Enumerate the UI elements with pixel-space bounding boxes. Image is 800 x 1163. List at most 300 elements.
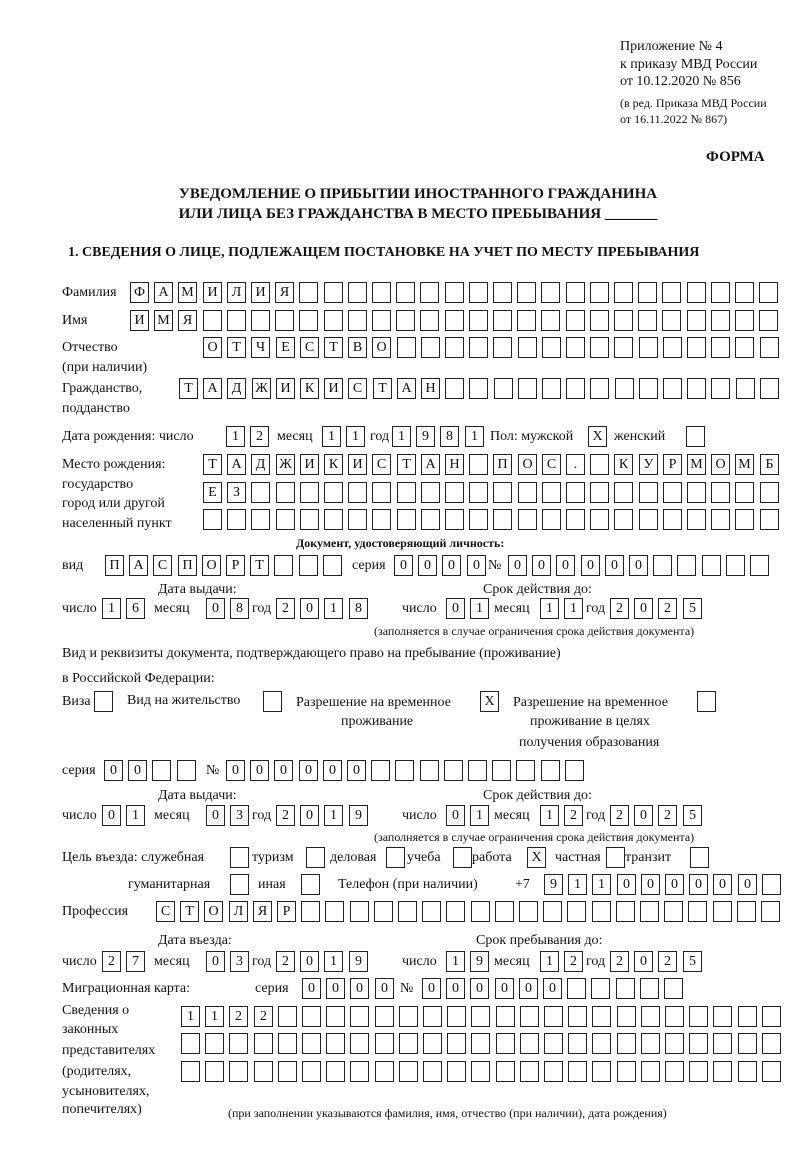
char-cell[interactable]: 9 xyxy=(470,951,489,972)
char-cell[interactable] xyxy=(251,509,270,530)
char-cell[interactable]: Р xyxy=(277,901,296,922)
char-cell[interactable] xyxy=(760,378,779,399)
char-cell[interactable] xyxy=(445,282,464,303)
char-cell[interactable] xyxy=(592,1006,611,1027)
char-cell[interactable]: 0 xyxy=(532,555,551,576)
char-cell[interactable] xyxy=(205,1061,224,1082)
char-cell[interactable]: 1 xyxy=(470,805,489,826)
char-cell[interactable] xyxy=(736,378,755,399)
char-cell[interactable] xyxy=(469,378,488,399)
char-cell[interactable]: 0 xyxy=(104,760,123,781)
checkbox[interactable] xyxy=(690,847,709,868)
char-cell[interactable] xyxy=(544,1006,563,1027)
char-cell[interactable]: 0 xyxy=(206,598,225,619)
char-cell[interactable] xyxy=(350,1061,369,1082)
char-cell[interactable]: 0 xyxy=(226,760,245,781)
char-cell[interactable]: Б xyxy=(760,454,779,475)
char-cell[interactable]: Т xyxy=(179,378,198,399)
char-cell[interactable] xyxy=(397,482,416,503)
char-cell[interactable] xyxy=(372,509,391,530)
char-cell[interactable] xyxy=(520,1033,539,1054)
char-cell[interactable] xyxy=(518,378,537,399)
char-cell[interactable]: Д xyxy=(227,378,246,399)
char-cell[interactable] xyxy=(641,1006,660,1027)
char-cell[interactable]: А xyxy=(129,555,148,576)
char-cell[interactable] xyxy=(229,1033,248,1054)
char-cell[interactable] xyxy=(396,310,415,331)
char-cell[interactable]: 3 xyxy=(230,805,249,826)
char-cell[interactable] xyxy=(375,1061,394,1082)
char-cell[interactable]: С xyxy=(542,454,561,475)
char-cell[interactable] xyxy=(493,337,512,358)
char-cell[interactable] xyxy=(542,378,561,399)
char-cell[interactable]: И xyxy=(251,282,270,303)
char-cell[interactable]: 0 xyxy=(446,805,465,826)
char-cell[interactable]: 0 xyxy=(605,555,624,576)
char-cell[interactable] xyxy=(639,482,658,503)
checkbox[interactable]: X xyxy=(480,691,499,712)
char-cell[interactable] xyxy=(762,1006,781,1027)
char-cell[interactable] xyxy=(566,337,585,358)
char-cell[interactable] xyxy=(759,282,778,303)
char-cell[interactable]: С xyxy=(153,555,172,576)
char-cell[interactable] xyxy=(641,1061,660,1082)
char-cell[interactable] xyxy=(323,555,342,576)
char-cell[interactable]: 1 xyxy=(465,426,484,447)
char-cell[interactable]: 9 xyxy=(349,951,368,972)
char-cell[interactable] xyxy=(398,901,417,922)
char-cell[interactable] xyxy=(445,310,464,331)
char-cell[interactable]: К xyxy=(614,454,633,475)
char-cell[interactable]: 9 xyxy=(349,805,368,826)
char-cell[interactable]: 1 xyxy=(446,951,465,972)
char-cell[interactable]: 0 xyxy=(323,760,342,781)
char-cell[interactable]: Я xyxy=(253,901,272,922)
char-cell[interactable] xyxy=(639,509,658,530)
char-cell[interactable]: 0 xyxy=(738,874,757,895)
char-cell[interactable] xyxy=(617,1033,636,1054)
char-cell[interactable]: 0 xyxy=(442,555,461,576)
char-cell[interactable] xyxy=(726,555,745,576)
char-cell[interactable] xyxy=(493,482,512,503)
char-cell[interactable] xyxy=(324,509,343,530)
char-cell[interactable] xyxy=(447,1033,466,1054)
char-cell[interactable]: Я xyxy=(178,310,197,331)
char-cell[interactable] xyxy=(735,310,754,331)
char-cell[interactable] xyxy=(399,1061,418,1082)
char-cell[interactable]: И xyxy=(324,378,343,399)
char-cell[interactable]: 1 xyxy=(568,874,587,895)
char-cell[interactable]: 5 xyxy=(683,598,702,619)
char-cell[interactable]: 0 xyxy=(446,978,465,999)
char-cell[interactable]: 2 xyxy=(276,805,295,826)
char-cell[interactable] xyxy=(713,1033,732,1054)
char-cell[interactable] xyxy=(420,282,439,303)
char-cell[interactable] xyxy=(493,282,512,303)
char-cell[interactable] xyxy=(326,1033,345,1054)
char-cell[interactable] xyxy=(617,1006,636,1027)
char-cell[interactable]: 0 xyxy=(519,978,538,999)
char-cell[interactable]: И xyxy=(130,310,149,331)
char-cell[interactable] xyxy=(566,310,585,331)
char-cell[interactable]: Р xyxy=(226,555,245,576)
char-cell[interactable]: М xyxy=(735,454,754,475)
char-cell[interactable] xyxy=(517,310,536,331)
char-cell[interactable] xyxy=(614,282,633,303)
char-cell[interactable] xyxy=(420,760,439,781)
char-cell[interactable] xyxy=(493,310,512,331)
char-cell[interactable] xyxy=(541,310,560,331)
char-cell[interactable]: З xyxy=(227,482,246,503)
char-cell[interactable]: 0 xyxy=(556,555,575,576)
char-cell[interactable]: С xyxy=(156,901,175,922)
char-cell[interactable] xyxy=(566,282,585,303)
char-cell[interactable] xyxy=(568,1006,587,1027)
char-cell[interactable] xyxy=(541,760,560,781)
char-cell[interactable] xyxy=(399,1006,418,1027)
char-cell[interactable] xyxy=(278,1061,297,1082)
checkbox[interactable] xyxy=(230,874,249,895)
char-cell[interactable]: О xyxy=(203,337,222,358)
char-cell[interactable] xyxy=(302,1061,321,1082)
char-cell[interactable]: У xyxy=(639,454,658,475)
char-cell[interactable]: 0 xyxy=(250,760,269,781)
char-cell[interactable]: 1 xyxy=(540,951,559,972)
char-cell[interactable] xyxy=(688,901,707,922)
char-cell[interactable] xyxy=(447,1006,466,1027)
char-cell[interactable] xyxy=(348,282,367,303)
char-cell[interactable] xyxy=(566,509,585,530)
char-cell[interactable] xyxy=(350,901,369,922)
char-cell[interactable]: 9 xyxy=(544,874,563,895)
char-cell[interactable] xyxy=(324,482,343,503)
char-cell[interactable] xyxy=(348,509,367,530)
char-cell[interactable] xyxy=(471,1033,490,1054)
checkbox[interactable] xyxy=(386,847,405,868)
char-cell[interactable] xyxy=(516,760,535,781)
char-cell[interactable] xyxy=(735,482,754,503)
char-cell[interactable] xyxy=(614,337,633,358)
char-cell[interactable] xyxy=(302,1006,321,1027)
char-cell[interactable]: 5 xyxy=(683,951,702,972)
char-cell[interactable] xyxy=(372,482,391,503)
char-cell[interactable] xyxy=(468,760,487,781)
char-cell[interactable] xyxy=(278,1006,297,1027)
char-cell[interactable] xyxy=(422,901,441,922)
char-cell[interactable] xyxy=(275,310,294,331)
char-cell[interactable] xyxy=(420,310,439,331)
char-cell[interactable] xyxy=(299,282,318,303)
char-cell[interactable] xyxy=(590,310,609,331)
char-cell[interactable] xyxy=(495,901,514,922)
char-cell[interactable]: 0 xyxy=(634,805,653,826)
char-cell[interactable] xyxy=(518,509,537,530)
char-cell[interactable]: 0 xyxy=(302,978,321,999)
char-cell[interactable]: 1 xyxy=(324,951,343,972)
char-cell[interactable]: 0 xyxy=(689,874,708,895)
char-cell[interactable] xyxy=(251,310,270,331)
char-cell[interactable] xyxy=(421,482,440,503)
char-cell[interactable]: О xyxy=(711,454,730,475)
checkbox[interactable] xyxy=(453,847,472,868)
checkbox[interactable] xyxy=(301,874,320,895)
char-cell[interactable]: 2 xyxy=(250,426,269,447)
char-cell[interactable]: 1 xyxy=(102,598,121,619)
char-cell[interactable] xyxy=(227,509,246,530)
char-cell[interactable]: П xyxy=(178,555,197,576)
char-cell[interactable] xyxy=(762,1033,781,1054)
char-cell[interactable] xyxy=(445,482,464,503)
char-cell[interactable]: Н xyxy=(421,378,440,399)
char-cell[interactable] xyxy=(640,901,659,922)
char-cell[interactable]: О xyxy=(372,337,391,358)
char-cell[interactable] xyxy=(568,1061,587,1082)
char-cell[interactable]: Л xyxy=(227,282,246,303)
char-cell[interactable]: 1 xyxy=(470,598,489,619)
char-cell[interactable]: 2 xyxy=(658,805,677,826)
char-cell[interactable]: 1 xyxy=(226,426,245,447)
char-cell[interactable]: 0 xyxy=(634,951,653,972)
char-cell[interactable] xyxy=(541,282,560,303)
char-cell[interactable]: П xyxy=(493,454,512,475)
char-cell[interactable] xyxy=(590,337,609,358)
char-cell[interactable]: И xyxy=(276,378,295,399)
char-cell[interactable] xyxy=(494,378,513,399)
char-cell[interactable]: Е xyxy=(203,482,222,503)
char-cell[interactable] xyxy=(519,901,538,922)
char-cell[interactable]: Л xyxy=(229,901,248,922)
char-cell[interactable] xyxy=(542,482,561,503)
char-cell[interactable] xyxy=(702,555,721,576)
char-cell[interactable] xyxy=(374,901,393,922)
char-cell[interactable]: Т xyxy=(180,901,199,922)
char-cell[interactable]: 8 xyxy=(440,426,459,447)
char-cell[interactable] xyxy=(544,1033,563,1054)
char-cell[interactable]: Е xyxy=(276,337,295,358)
char-cell[interactable] xyxy=(662,282,681,303)
char-cell[interactable] xyxy=(274,555,293,576)
char-cell[interactable] xyxy=(203,509,222,530)
char-cell[interactable] xyxy=(254,1033,273,1054)
char-cell[interactable] xyxy=(518,337,537,358)
char-cell[interactable] xyxy=(302,1033,321,1054)
char-cell[interactable]: 0 xyxy=(375,978,394,999)
char-cell[interactable]: М xyxy=(178,282,197,303)
char-cell[interactable] xyxy=(711,482,730,503)
char-cell[interactable] xyxy=(399,1033,418,1054)
char-cell[interactable] xyxy=(663,509,682,530)
char-cell[interactable] xyxy=(592,901,611,922)
char-cell[interactable]: 0 xyxy=(418,555,437,576)
char-cell[interactable] xyxy=(469,310,488,331)
char-cell[interactable]: Ф xyxy=(130,282,149,303)
char-cell[interactable] xyxy=(350,1006,369,1027)
char-cell[interactable]: 1 xyxy=(564,598,583,619)
char-cell[interactable] xyxy=(324,310,343,331)
char-cell[interactable] xyxy=(687,482,706,503)
char-cell[interactable] xyxy=(738,1061,757,1082)
char-cell[interactable] xyxy=(493,509,512,530)
char-cell[interactable] xyxy=(711,282,730,303)
char-cell[interactable]: 2 xyxy=(254,1006,273,1027)
char-cell[interactable]: . xyxy=(566,454,585,475)
char-cell[interactable] xyxy=(278,1033,297,1054)
char-cell[interactable]: 0 xyxy=(634,598,653,619)
char-cell[interactable]: 0 xyxy=(326,978,345,999)
char-cell[interactable] xyxy=(663,378,682,399)
char-cell[interactable] xyxy=(520,1061,539,1082)
char-cell[interactable]: 0 xyxy=(102,805,121,826)
char-cell[interactable] xyxy=(251,482,270,503)
char-cell[interactable]: 0 xyxy=(641,874,660,895)
checkbox[interactable]: X xyxy=(588,426,607,447)
char-cell[interactable]: 0 xyxy=(581,555,600,576)
char-cell[interactable] xyxy=(496,1033,515,1054)
char-cell[interactable]: 1 xyxy=(181,1006,200,1027)
char-cell[interactable]: С xyxy=(348,378,367,399)
char-cell[interactable]: 8 xyxy=(349,598,368,619)
char-cell[interactable] xyxy=(653,555,672,576)
char-cell[interactable] xyxy=(566,482,585,503)
char-cell[interactable] xyxy=(181,1033,200,1054)
char-cell[interactable] xyxy=(542,337,561,358)
checkbox[interactable] xyxy=(230,847,249,868)
char-cell[interactable]: Т xyxy=(227,337,246,358)
char-cell[interactable] xyxy=(325,901,344,922)
char-cell[interactable]: О xyxy=(202,555,221,576)
char-cell[interactable] xyxy=(445,378,464,399)
char-cell[interactable] xyxy=(469,337,488,358)
char-cell[interactable] xyxy=(205,1033,224,1054)
char-cell[interactable]: 1 xyxy=(540,598,559,619)
char-cell[interactable] xyxy=(517,282,536,303)
char-cell[interactable]: 0 xyxy=(665,874,684,895)
checkbox[interactable] xyxy=(263,691,282,712)
char-cell[interactable]: Ч xyxy=(251,337,270,358)
char-cell[interactable]: М xyxy=(154,310,173,331)
char-cell[interactable] xyxy=(614,509,633,530)
char-cell[interactable] xyxy=(375,1033,394,1054)
char-cell[interactable]: 0 xyxy=(300,805,319,826)
char-cell[interactable]: 2 xyxy=(658,951,677,972)
char-cell[interactable] xyxy=(590,509,609,530)
char-cell[interactable] xyxy=(469,282,488,303)
char-cell[interactable]: 0 xyxy=(713,874,732,895)
char-cell[interactable] xyxy=(371,760,390,781)
char-cell[interactable]: 2 xyxy=(229,1006,248,1027)
char-cell[interactable] xyxy=(762,1061,781,1082)
char-cell[interactable] xyxy=(326,1061,345,1082)
char-cell[interactable] xyxy=(421,337,440,358)
char-cell[interactable] xyxy=(616,978,635,999)
char-cell[interactable] xyxy=(711,378,730,399)
char-cell[interactable]: А xyxy=(397,378,416,399)
char-cell[interactable] xyxy=(687,310,706,331)
char-cell[interactable] xyxy=(759,310,778,331)
char-cell[interactable] xyxy=(421,509,440,530)
char-cell[interactable] xyxy=(761,901,780,922)
char-cell[interactable] xyxy=(423,1033,442,1054)
char-cell[interactable]: В xyxy=(348,337,367,358)
char-cell[interactable]: Н xyxy=(445,454,464,475)
char-cell[interactable] xyxy=(711,509,730,530)
checkbox[interactable] xyxy=(686,426,705,447)
char-cell[interactable] xyxy=(614,482,633,503)
char-cell[interactable]: Р xyxy=(663,454,682,475)
char-cell[interactable]: Т xyxy=(324,337,343,358)
char-cell[interactable] xyxy=(738,1033,757,1054)
char-cell[interactable]: О xyxy=(518,454,537,475)
char-cell[interactable] xyxy=(520,1006,539,1027)
char-cell[interactable]: 1 xyxy=(392,426,411,447)
char-cell[interactable] xyxy=(423,1006,442,1027)
char-cell[interactable] xyxy=(664,978,683,999)
char-cell[interactable] xyxy=(735,337,754,358)
char-cell[interactable] xyxy=(444,760,463,781)
char-cell[interactable]: 2 xyxy=(102,951,121,972)
char-cell[interactable]: Т xyxy=(397,454,416,475)
char-cell[interactable]: 1 xyxy=(126,805,145,826)
char-cell[interactable] xyxy=(326,1006,345,1027)
char-cell[interactable] xyxy=(177,760,196,781)
char-cell[interactable] xyxy=(300,482,319,503)
char-cell[interactable] xyxy=(687,509,706,530)
char-cell[interactable]: 1 xyxy=(540,805,559,826)
char-cell[interactable]: 2 xyxy=(276,598,295,619)
char-cell[interactable]: Я xyxy=(275,282,294,303)
char-cell[interactable] xyxy=(615,378,634,399)
char-cell[interactable]: Т xyxy=(203,454,222,475)
char-cell[interactable]: С xyxy=(372,454,391,475)
char-cell[interactable]: 7 xyxy=(126,951,145,972)
char-cell[interactable] xyxy=(152,760,171,781)
checkbox[interactable]: X xyxy=(527,847,546,868)
char-cell[interactable] xyxy=(689,1061,708,1082)
char-cell[interactable]: П xyxy=(105,555,124,576)
char-cell[interactable] xyxy=(567,978,586,999)
char-cell[interactable]: 0 xyxy=(629,555,648,576)
char-cell[interactable] xyxy=(350,1033,369,1054)
char-cell[interactable] xyxy=(738,1006,757,1027)
char-cell[interactable] xyxy=(663,337,682,358)
char-cell[interactable] xyxy=(711,337,730,358)
char-cell[interactable] xyxy=(665,1061,684,1082)
char-cell[interactable] xyxy=(471,1061,490,1082)
char-cell[interactable]: 2 xyxy=(658,598,677,619)
char-cell[interactable]: 0 xyxy=(617,874,636,895)
char-cell[interactable]: 0 xyxy=(470,978,489,999)
char-cell[interactable] xyxy=(471,1006,490,1027)
char-cell[interactable]: 1 xyxy=(592,874,611,895)
char-cell[interactable]: А xyxy=(203,378,222,399)
char-cell[interactable]: 0 xyxy=(350,978,369,999)
char-cell[interactable] xyxy=(592,1033,611,1054)
checkbox[interactable] xyxy=(606,847,625,868)
char-cell[interactable] xyxy=(760,509,779,530)
char-cell[interactable]: 0 xyxy=(543,978,562,999)
char-cell[interactable] xyxy=(469,454,488,475)
char-cell[interactable]: 0 xyxy=(394,555,413,576)
char-cell[interactable] xyxy=(617,1061,636,1082)
char-cell[interactable] xyxy=(542,509,561,530)
char-cell[interactable] xyxy=(567,901,586,922)
char-cell[interactable] xyxy=(638,282,657,303)
char-cell[interactable]: А xyxy=(154,282,173,303)
char-cell[interactable] xyxy=(592,1061,611,1082)
char-cell[interactable] xyxy=(565,760,584,781)
char-cell[interactable] xyxy=(397,337,416,358)
char-cell[interactable]: Т xyxy=(373,378,392,399)
